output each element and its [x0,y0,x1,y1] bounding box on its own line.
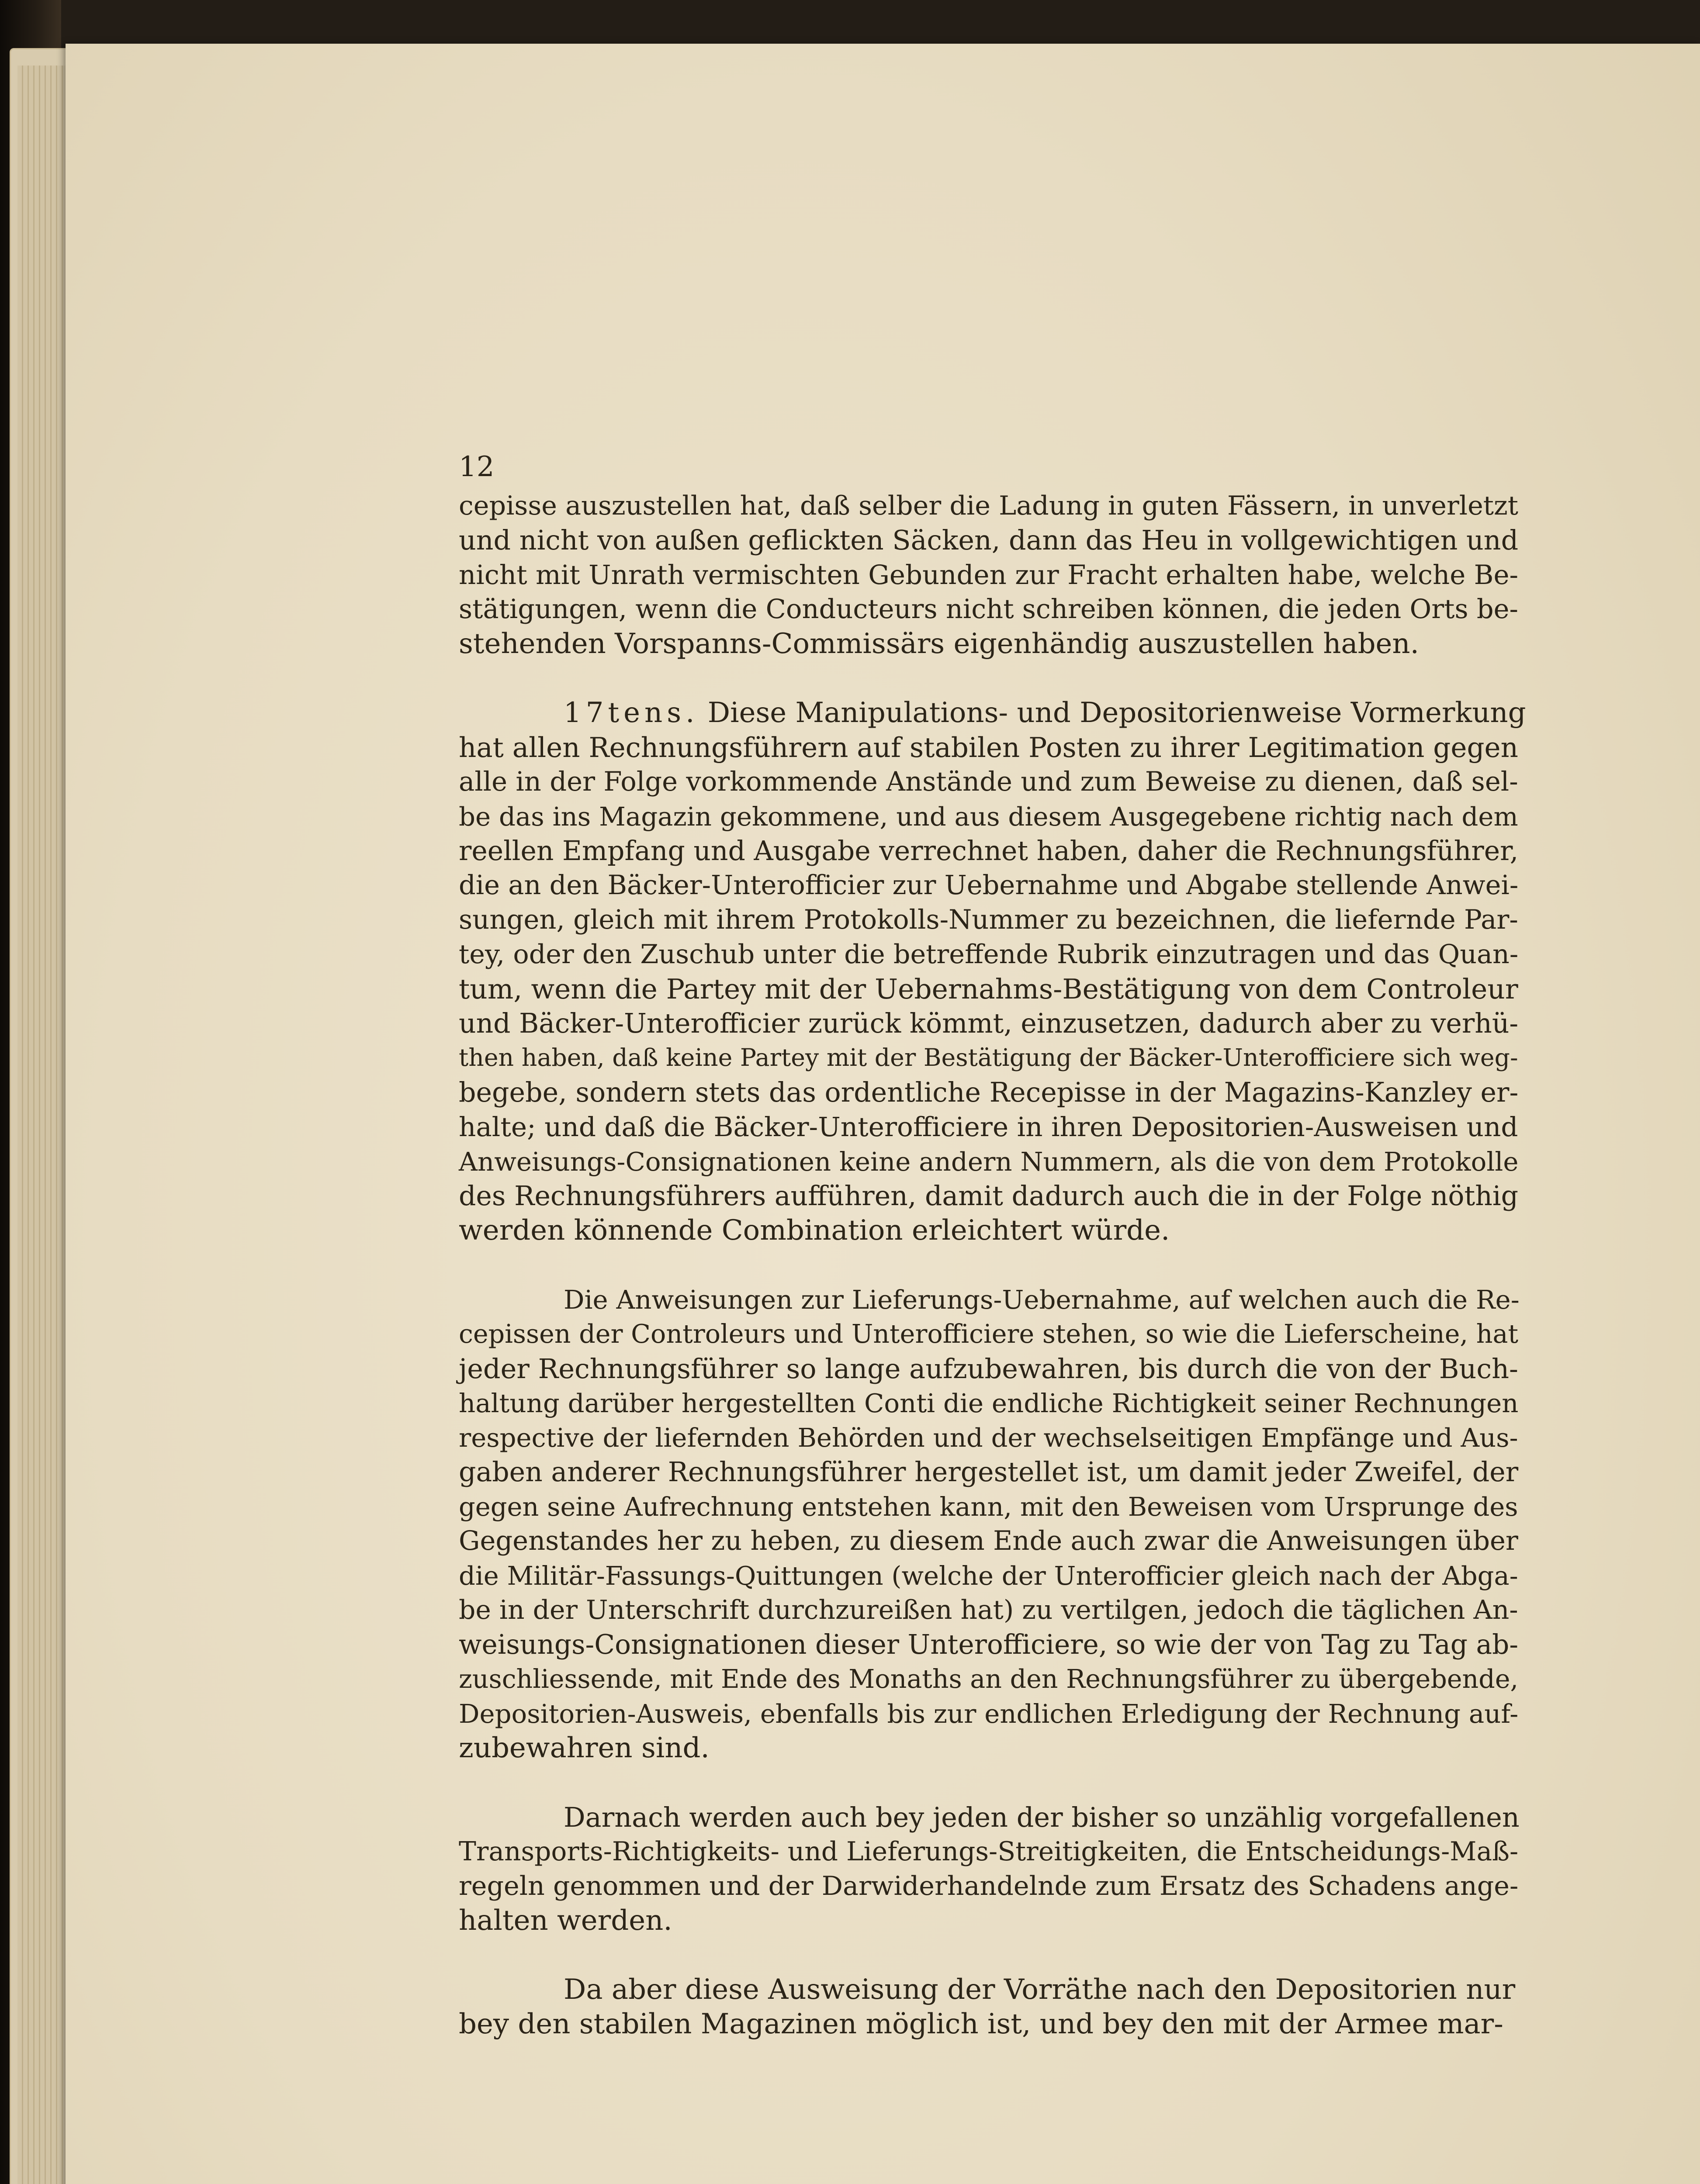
text-line: zuschliessende, mit Ende des Monaths an den Rechnungsführer zu übergebende, [459,1664,1519,1694]
text-line: Transports-Richtigkeits- und Lieferungs-Streitigkeiten, die Entscheidungs-Maß- [459,1837,1519,1867]
paragraph-5 [459,1973,1529,2042]
text-line: be in der Unterschrift durchzureißen hat) zu vertilgen, jedoch die täglichen An- [459,1595,1518,1625]
text-line: werden könnende Combination erleichtert würde. [459,1214,1170,1247]
text-line: Gegenstandes her zu heben, zu diesem Ende auch zwar die Anweisungen über [459,1526,1518,1556]
text-line: respective der liefernden Behörden und der wechselseitigen Empfänge und Aus- [459,1423,1518,1453]
text-line: gaben anderer Rechnungsführer hergestellet ist, um damit jeder Zweifel, der [459,1456,1519,1488]
text-line: reellen Empfang und Ausgabe verrechnet haben, daher die Rechnungsführer, [459,836,1519,867]
text-line: cepissen der Controleurs und Unterofficiere stehen, so wie die Lieferscheine, hat [459,1319,1519,1349]
paragraph-4 [459,1800,1529,1938]
text-line: die an den Bäcker-Unterofficier zur Uebernahme und Abgabe stellende Anwei- [459,870,1519,901]
text-line: nicht mit Unrath vermischten Gebunden zur Fracht erhalten habe, welche Be- [459,560,1519,591]
text-line: halten werden. [459,1904,672,1937]
text-line: Darnach werden auch bey jeden der bisher so unzählig vorgefallenen [564,1801,1520,1833]
paragraph-2 [459,696,1529,1248]
section-number: 17tens. [564,697,699,729]
text-line: gegen seine Aufrechnung entstehen kann, mit den Beweisen vom Ursprunge des [459,1492,1518,1522]
text-line: weisungs-Consignationen dieser Unterofficiere, so wie der von Tag zu Tag ab- [459,1629,1519,1660]
text-line: be das ins Magazin gekommene, und aus diesem Ausgegebene richtig nach dem [459,802,1518,832]
text-line: bey den stabilen Magazinen möglich ist, und bey den mit der Armee mar- [459,2008,1503,2040]
text-line: tum, wenn die Partey mit der Uebernahms-Bestätigung von dem Controleur [459,973,1518,1005]
text-line: stätigungen, wenn die Conducteurs nicht schreiben können, die jeden Orts be- [459,594,1518,625]
text-line: jeder Rechnungsführer so lange aufzubewahren, bis durch die von der Buch- [459,1353,1518,1385]
text-line: die Militär-Fassungs-Quittungen (welche der Unterofficier gleich nach der Abga- [459,1561,1518,1591]
paragraph-3 [459,1282,1529,1766]
text-line: Depositorien-Ausweis, ebenfalls bis zur endlichen Erledigung der Rechnung auf- [459,1699,1519,1729]
page-number: 12 [459,451,495,483]
text-line-lead [459,696,1529,730]
text-line: hat allen Rechnungsführern auf stabilen Posten zu ihrer Legitimation gegen [459,732,1518,764]
text-line: sungen, gleich mit ihrem Protokolls-Nummer zu bezeichnen, die liefernde Par- [459,905,1518,935]
text-line: stehenden Vorspanns-Commissärs eigenhändig auszustellen haben. [459,628,1419,660]
text-line: tey, oder den Zuschub unter die betreffende Rubrik einzutragen und das Quan- [459,939,1519,970]
page-text-block [459,450,1529,2076]
text-line: und Bäcker-Unterofficier zurück kömmt, einzusetzen, dadurch aber zu verhü- [459,1008,1519,1039]
text-line: Diese Manipulations- und Depositorienweise Vormerkung [699,697,1526,729]
text-line: zubewahren sind. [459,1732,710,1764]
text-line: Die Anweisungen zur Lieferungs-Uebernahme, auf welchen auch die Re- [564,1285,1520,1315]
text-line: then haben, daß keine Partey mit der Bestätigung der Bäcker-Unterofficiere sich weg- [459,1044,1518,1072]
text-line: cepisse auszustellen hat, daß selber die Ladung in guten Fässern, in unverletzt [459,491,1519,521]
text-line: halte; und daß die Bäcker-Unterofficiere in ihren Depositorien-Ausweisen und [459,1112,1518,1143]
text-line: alle in der Folge vorkommende Anstände und zum Beweise zu dienen, daß sel- [459,767,1518,797]
text-line: haltung darüber hergestellten Conti die endliche Richtigkeit seiner Rechnungen [459,1388,1519,1418]
text-line: des Rechnungsführers aufführen, damit dadurch auch die in der Folge nöthig [459,1180,1519,1212]
text-line: Da aber diese Ausweisung der Vorräthe nach den Depositorien nur [564,1973,1516,2006]
text-line: regeln genommen und der Darwiderhandelnde zum Ersatz des Schadens ange- [459,1871,1519,1901]
paragraph-1 [459,489,1529,661]
text-line: Anweisungs-Consignationen keine andern Nummern, als die von dem Protokolle [459,1147,1519,1177]
text-line: und nicht von außen geflickten Säcken, dann das Heu in vollgewichtigen und [459,525,1519,556]
text-line: begebe, sondern stets das ordentliche Recepisse in der Magazins-Kanzley er- [459,1077,1519,1108]
